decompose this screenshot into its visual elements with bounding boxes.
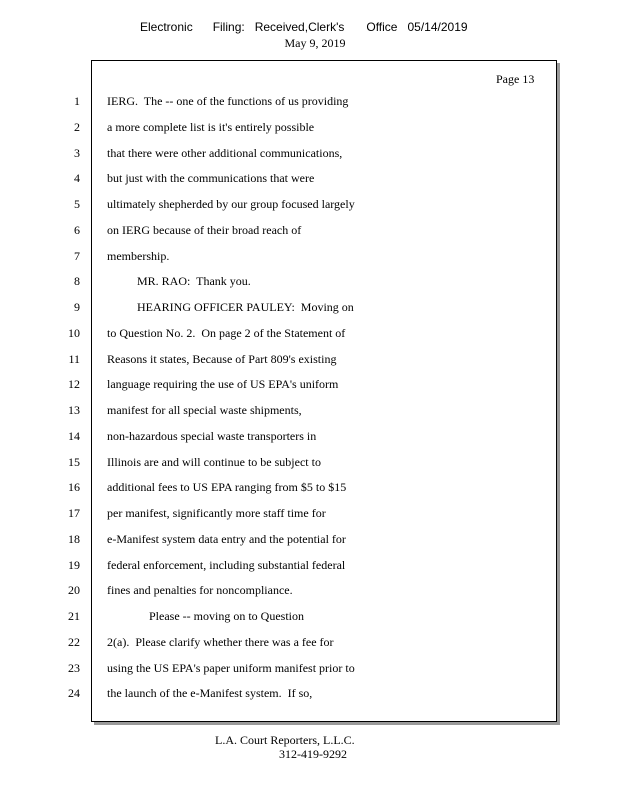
- line-text: to Question No. 2. On page 2 of the Statement of: [107, 326, 346, 340]
- transcript-line: [0, 119, 618, 135]
- line-number: 7: [74, 249, 80, 263]
- transcript-line: [0, 351, 618, 367]
- transcript-line: [0, 454, 618, 470]
- filed-date: 05/14/2019: [407, 20, 468, 34]
- transcript-line: [0, 299, 618, 315]
- line-number: 9: [74, 300, 80, 314]
- page-number: Page 13: [496, 72, 535, 86]
- line-number: 12: [68, 377, 80, 391]
- line-number: 5: [74, 197, 80, 211]
- transcript-line: [0, 248, 618, 264]
- line-text: federal enforcement, including substantial federal: [107, 558, 346, 572]
- line-number: 21: [68, 609, 80, 623]
- line-text: language requiring the use of US EPA's uniform: [107, 377, 339, 391]
- transcript-line: [0, 402, 618, 418]
- line-text: membership.: [107, 249, 170, 263]
- filing-stamp-header: [140, 20, 468, 34]
- transcript-line: [0, 685, 618, 701]
- transcript-line: [0, 93, 618, 109]
- office-label: Office: [366, 20, 398, 34]
- transcript-date: May 9, 2019: [284, 36, 346, 50]
- line-text: Illinois are and will continue to be subject to: [107, 455, 321, 469]
- line-text: using the US EPA's paper uniform manifest prior to: [107, 661, 355, 675]
- transcript-line: [0, 479, 618, 495]
- line-text: fines and penalties for noncompliance.: [107, 583, 293, 597]
- line-number: 1: [74, 94, 80, 108]
- line-number: 6: [74, 223, 80, 237]
- line-number: 10: [68, 326, 80, 340]
- line-number: 17: [68, 506, 80, 520]
- transcript-line: [0, 196, 618, 212]
- line-text: manifest for all special waste shipments,: [107, 403, 302, 417]
- line-text: 2(a). Please clarify whether there was a fee for: [107, 635, 334, 649]
- line-text: additional fees to US EPA ranging from $5 to $15: [107, 480, 347, 494]
- line-number: 23: [68, 661, 80, 675]
- line-number: 4: [74, 171, 80, 185]
- transcript-line: [0, 376, 618, 392]
- transcript-line: [0, 428, 618, 444]
- transcript-line: [0, 170, 618, 186]
- line-text: non-hazardous special waste transporters in: [107, 429, 317, 443]
- line-number: 16: [68, 480, 80, 494]
- line-number: 11: [68, 352, 80, 366]
- line-number: 13: [68, 403, 80, 417]
- line-text: a more complete list is it's entirely possible: [107, 120, 315, 134]
- line-number: 14: [68, 429, 80, 443]
- transcript-line: [0, 145, 618, 161]
- line-text: IERG. The -- one of the functions of us providing: [107, 94, 349, 108]
- transcript-line: [0, 634, 618, 650]
- line-number: 19: [68, 558, 80, 572]
- transcript-line: [0, 222, 618, 238]
- line-text: Reasons it states, Because of Part 809's existing: [107, 352, 337, 366]
- line-text: Please -- moving on to Question: [107, 609, 304, 623]
- received-clerks-label: Received,Clerk's: [254, 20, 345, 34]
- line-number: 18: [68, 532, 80, 546]
- line-text: HEARING OFFICER PAULEY: Moving on: [107, 300, 354, 314]
- transcript-line: [0, 273, 618, 289]
- line-text: e-Manifest system data entry and the potential for: [107, 532, 346, 546]
- line-text: the launch of the e-Manifest system. If so,: [107, 686, 313, 700]
- line-number: 20: [68, 583, 80, 597]
- transcript-line: [0, 531, 618, 547]
- line-text: that there were other additional communications,: [107, 146, 343, 160]
- line-text: but just with the communications that were: [107, 171, 315, 185]
- transcript-line: [0, 505, 618, 521]
- filing-label: Filing:: [212, 20, 245, 34]
- line-number: 15: [68, 455, 80, 469]
- line-text: on IERG because of their broad reach of: [107, 223, 302, 237]
- line-number: 8: [74, 274, 80, 288]
- line-number: 3: [74, 146, 80, 160]
- transcript-line: [0, 660, 618, 676]
- transcript-line: [0, 325, 618, 341]
- transcript-line: [0, 608, 618, 624]
- line-number: 22: [68, 635, 80, 649]
- court-reporter-name: L.A. Court Reporters, L.L.C.: [215, 733, 355, 747]
- line-text: per manifest, significantly more staff time for: [107, 506, 326, 520]
- filing-electronic-label: Electronic: [140, 20, 193, 34]
- transcript-line: [0, 582, 618, 598]
- line-text: MR. RAO: Thank you.: [107, 274, 251, 288]
- line-number: 2: [74, 120, 80, 134]
- court-reporter-phone: 312-419-9292: [279, 747, 347, 761]
- transcript-line: [0, 557, 618, 573]
- line-number: 24: [68, 686, 80, 700]
- line-text: ultimately shepherded by our group focused largely: [107, 197, 355, 211]
